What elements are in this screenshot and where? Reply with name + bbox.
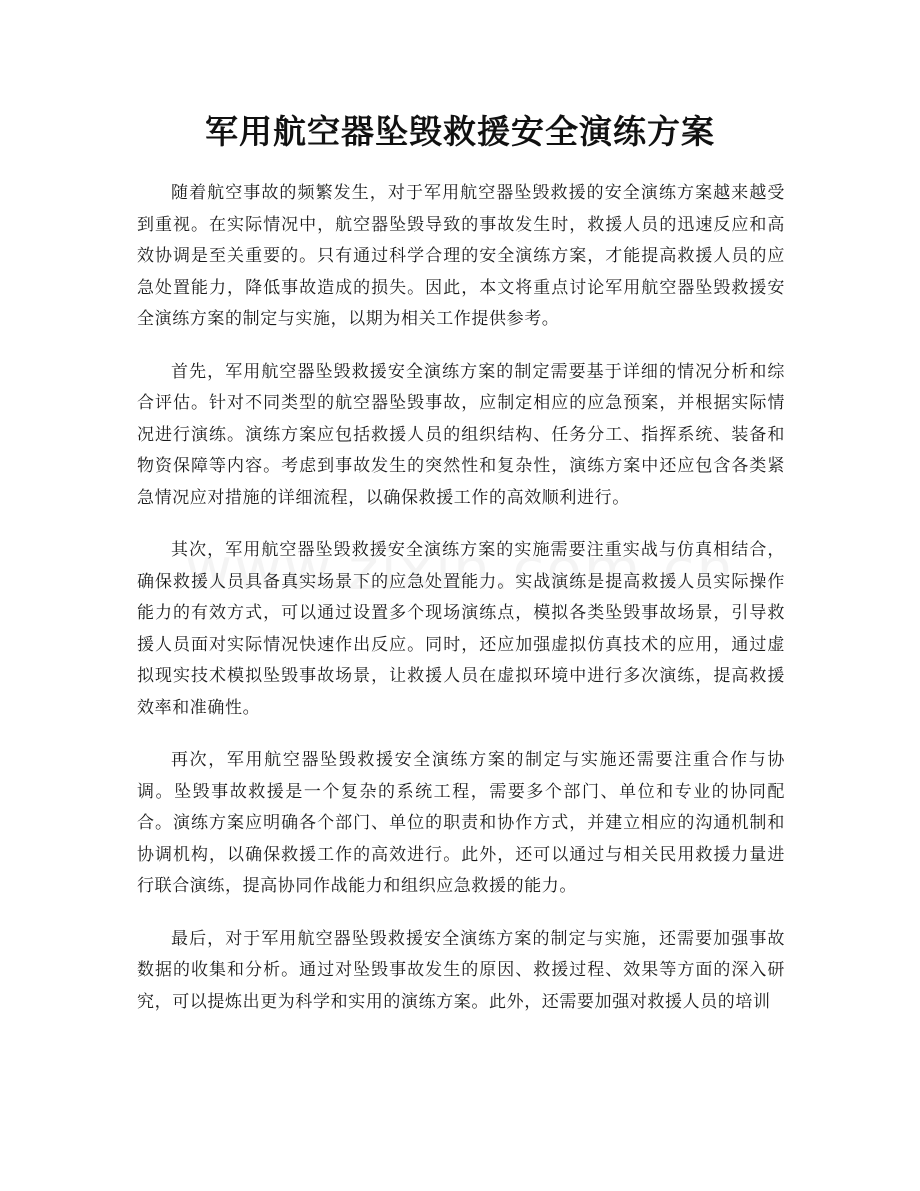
document-body [137, 178, 785, 1039]
paragraph-intro: 随着航空事故的频繁发生，对于军用航空器坠毁救援的安全演练方案越来越受到重视。在实际情况中，航空器坠毁导致的事故发生时，救援人员的迅速反应和高效协调是至关重要的。只有通过科学合理的安全演练方案，才能提高救援人员的应急处置能力，降低事故造成的损失。因此，本文将重点讨论军用航空器坠毁救援安全演练方案的制定与实施，以期为相关工作提供参考。 [137, 183, 785, 329]
paragraph-first: 首先，军用航空器坠毁救援安全演练方案的制定需要基于详细的情况分析和综合评估。针对不同类型的航空器坠毁事故，应制定相应的应急预案，并根据实际情况进行演练。演练方案应包括救援人员的组织结构、任务分工、指挥系统、装备和物资保障等内容。考虑到事故发生的突然性和复杂性，演练方案中还应包含各类紧急情况应对措施的详细流程，以确保救援工作的高效顺利进行。 [137, 361, 785, 508]
document-title: 军用航空器坠毁救援安全演练方案 [205, 112, 715, 151]
paragraph-second: 其次，军用航空器坠毁救援安全演练方案的实施需要注重实战与仿真相结合，确保救援人员具备真实场景下的应急处置能力。实战演练是提高救援人员实际操作能力的有效方式，可以通过设置多个现场演练点，模拟各类坠毁事故场景，引导救援人员面对实际情况快速作出反应。同时，还应加强虚拟仿真技术的应用，通过虚拟现实技术模拟坠毁事故场景，让救援人员在虚拟环境中进行多次演练，提高救援效率和准确性。 [137, 540, 785, 718]
paragraph-last: 最后，对于军用航空器坠毁救援安全演练方案的制定与实施，还需要加强事故数据的收集和分析。通过对坠毁事故发生的原因、救援过程、效果等方面的深入研究，可以提炼出更为科学和实用的演练方案。此外，还需要加强对救援人员的培训 [137, 928, 785, 1012]
paragraph-third: 再次，军用航空器坠毁救援安全演练方案的制定与实施还需要注重合作与协调。坠毁事故救援是一个复杂的系统工程，需要多个部门、单位和专业的协同配合。演练方案应明确各个部门、单位的职责和协作方式，并建立相应的沟通机制和协调机构，以确保救援工作的高效进行。此外，还可以通过与相关民用救援力量进行联合演练，提高协同作战能力和组织应急救援的能力。 [137, 750, 785, 896]
